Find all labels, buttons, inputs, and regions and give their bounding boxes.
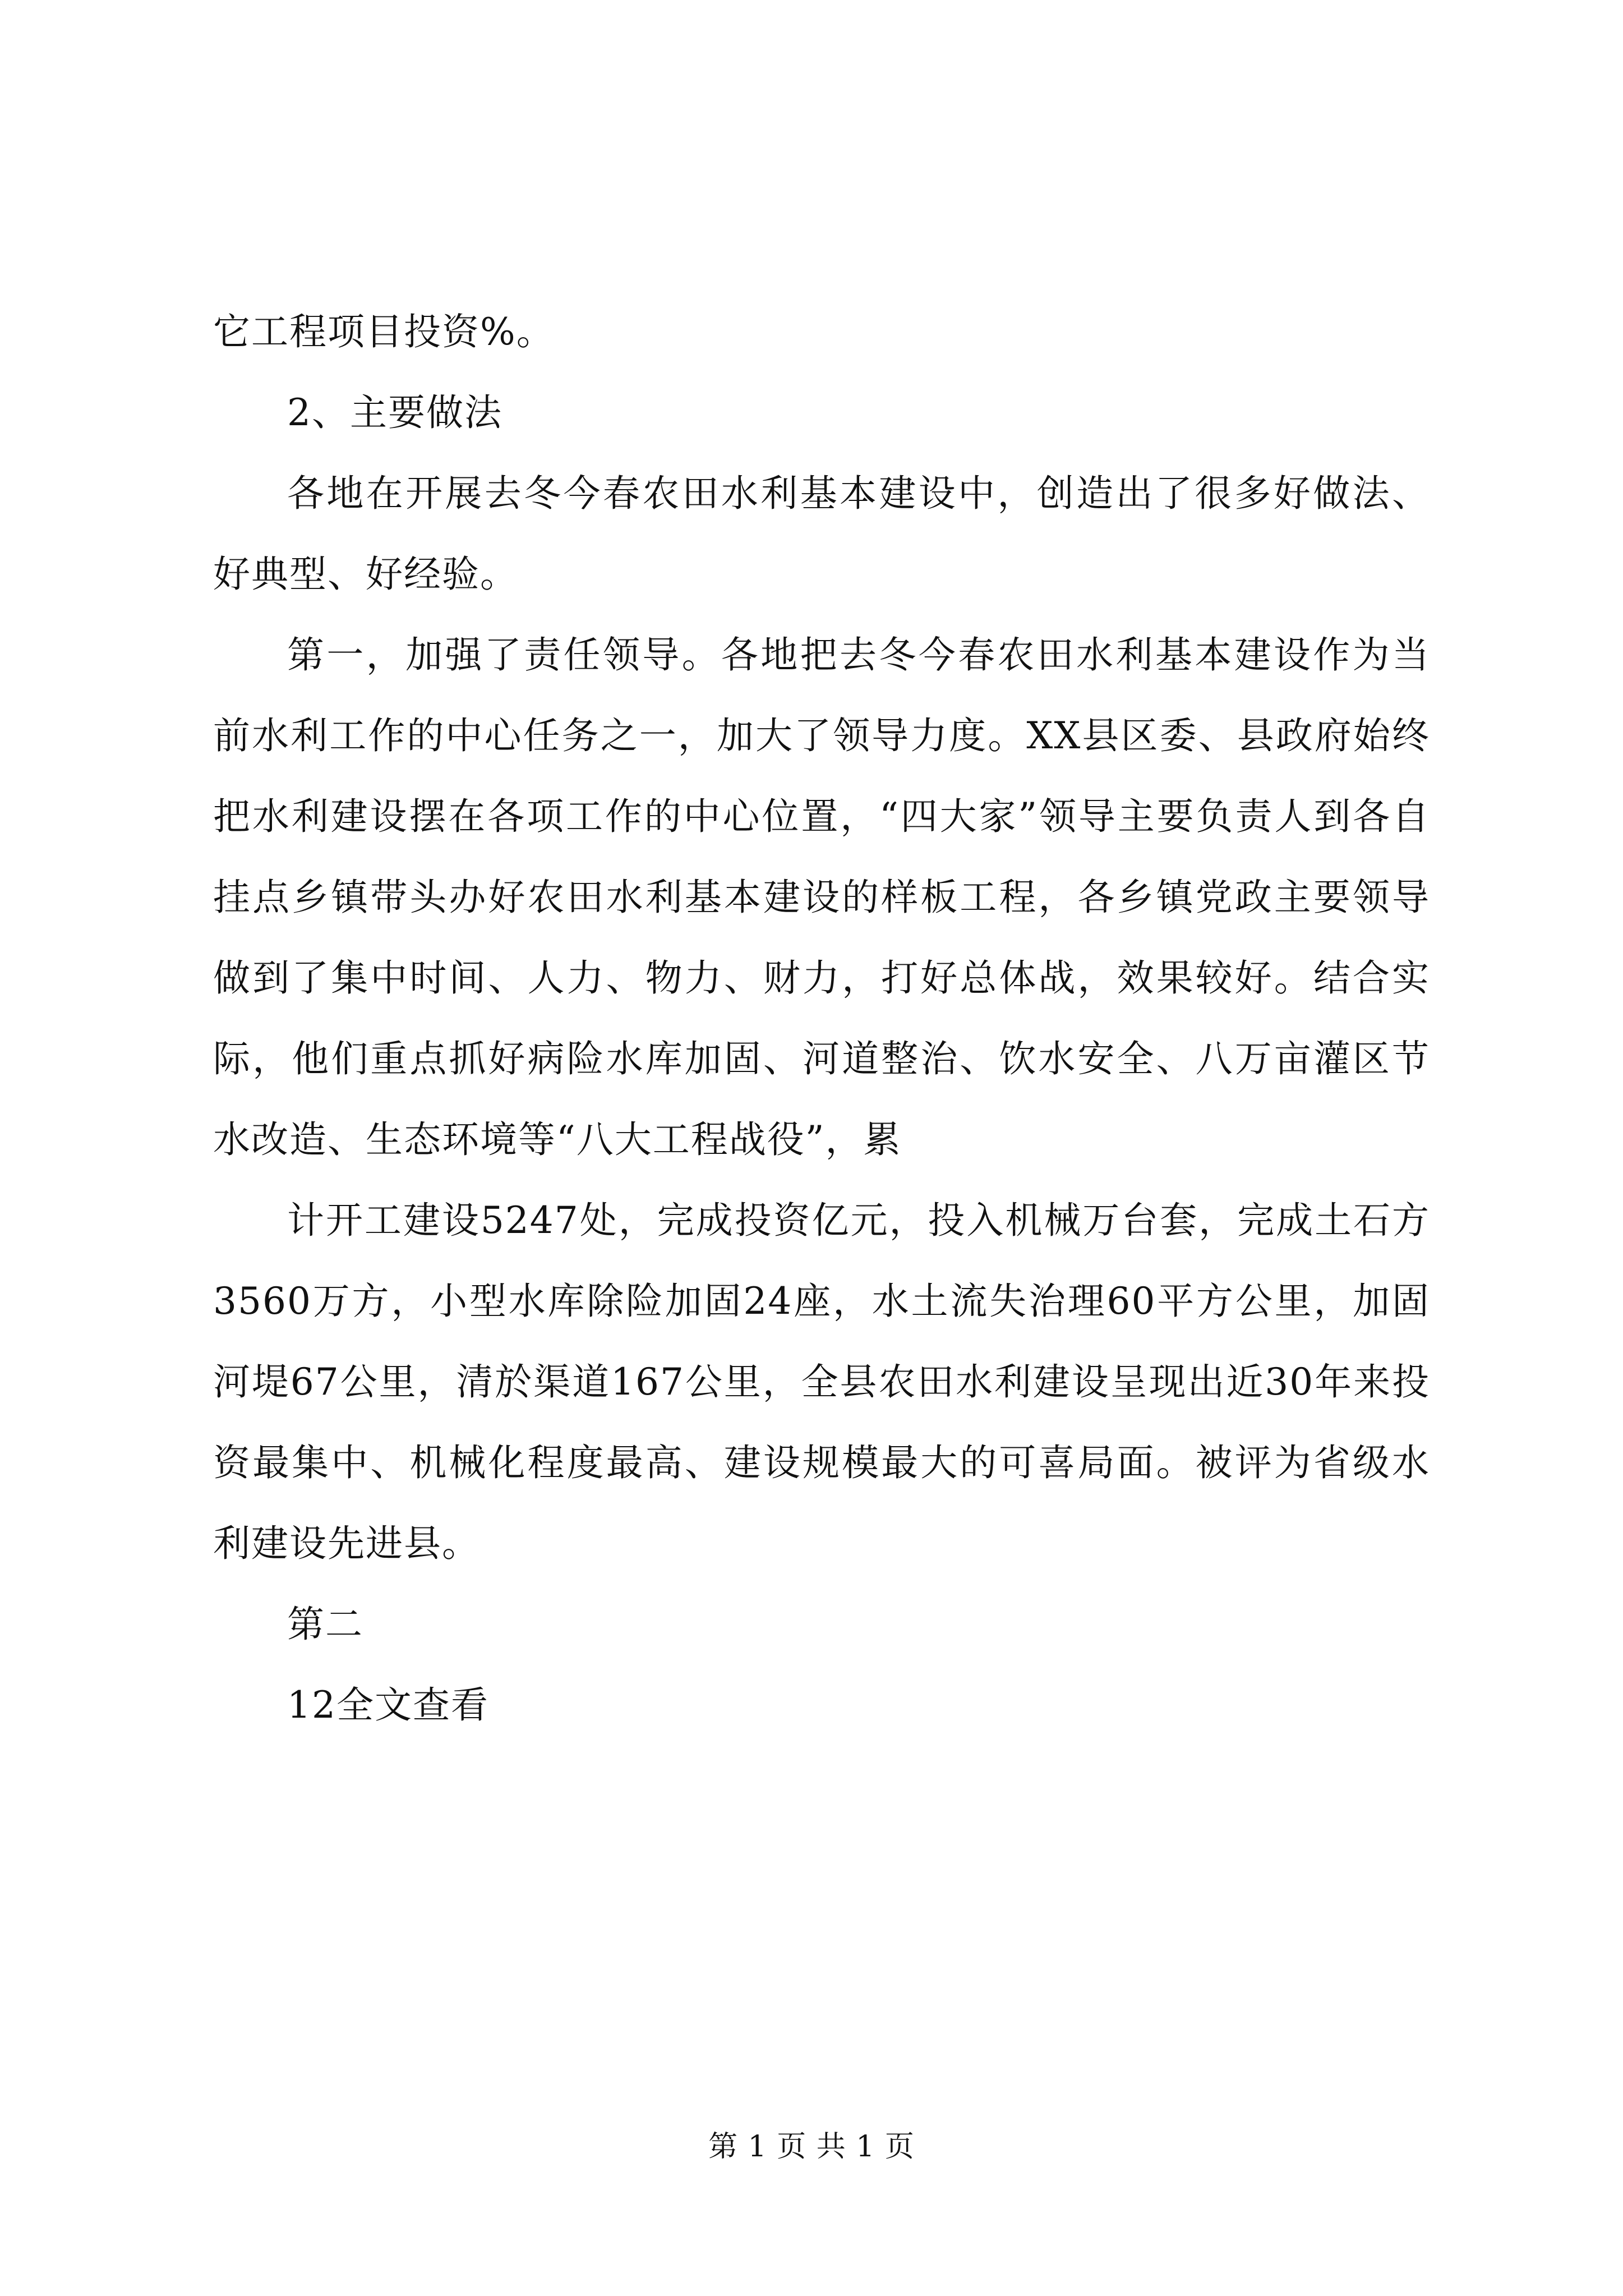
view-full-text-link[interactable]: 12全文查看 bbox=[287, 1683, 489, 1727]
paragraph-second-point: 第二 bbox=[287, 1603, 363, 1646]
paragraph-intro: 各地在开展去冬今春农田水利基本建设中，创造出了很多好做法、好典型、好经验。 bbox=[213, 472, 1430, 596]
page-footer: 第 1 页 共 1 页 bbox=[708, 2130, 915, 2164]
paragraph-continuation: 它工程项目投资%。 bbox=[213, 310, 555, 353]
document-body bbox=[213, 292, 1430, 1746]
paragraph-first-point: 第一，加强了责任领导。各地把去冬今春农田水利基本建设作为当前水利工作的中心任务之一，加大了领导力度。XX县区委、县政府始终把水利建设摆在各项工作的中心位置，“四大家”领导主要负责人到各自挂点乡镇带头办好农田水利基本建设的样板工程，各乡镇党政主要领导做到了集中时间、人力、物力、财力，打好总体战，效果较好。结合实际，他们重点抓好病险水库加固、河道整治、饮水安全、八万亩灌区节水改造、生态环境等“八大工程战役”，累 bbox=[213, 633, 1430, 1161]
paragraph-statistics: 计开工建设5247处，完成投资亿元，投入机械万台套，完成土石方3560万方，小型水库除险加固24座，水土流失治理60平方公里，加固河堤67公里，清於渠道167公里，全县农田水利建设呈现出近30年来投资最集中、机械化程度最高、建设规模最大的可喜局面。被评为省级水利建设先进县。 bbox=[213, 1199, 1430, 1565]
section-heading-main-practices: 2、主要做法 bbox=[287, 391, 502, 434]
